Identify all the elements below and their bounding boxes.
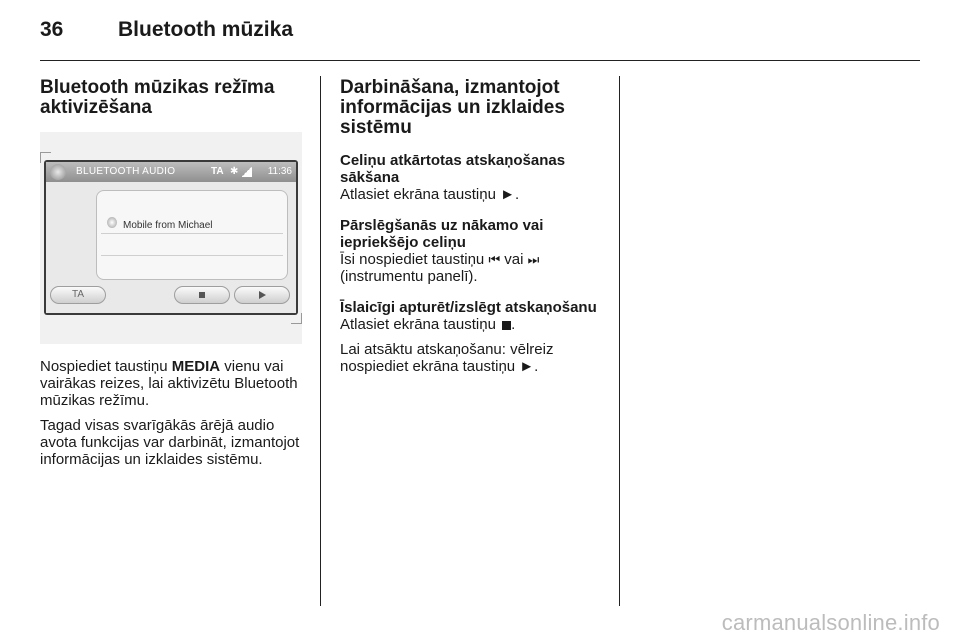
- text: .: [511, 316, 516, 333]
- phone-icon: [107, 217, 117, 228]
- status-bar: [46, 162, 296, 182]
- display-screen: [44, 160, 298, 315]
- paragraph: [340, 316, 602, 333]
- paragraph: [340, 251, 602, 285]
- device-name: Mobile from Michael: [123, 220, 213, 231]
- subsection-title: Pārslēgšanās uz nākamo vai iepriekšējo celiņu: [340, 217, 544, 251]
- text: Atlasiet ekrāna taustiņu: [340, 316, 496, 333]
- text: Nospiediet taustiņu: [40, 358, 172, 375]
- stop-icon: [502, 321, 511, 330]
- page-title: Bluetooth mūzika: [118, 18, 294, 41]
- paragraph: Atlasiet ekrāna taustiņu ►.: [340, 186, 520, 203]
- play-button: [234, 286, 290, 304]
- column-2: [340, 78, 602, 389]
- list-item: [101, 213, 283, 234]
- subsection-title: Īslaicīgi apturēt/izslēgt atskaņošanu: [340, 299, 597, 316]
- text: Īsi nospiediet taustiņu: [340, 251, 489, 268]
- subsection: [340, 152, 602, 203]
- subsection: [340, 217, 602, 285]
- next-track-icon: ⏭: [527, 252, 540, 267]
- status-ta: TA: [211, 166, 224, 177]
- signal-icon: [242, 166, 252, 177]
- previous-track-icon: ⏮: [488, 252, 501, 267]
- watermark: carmanualsonline.info: [721, 610, 940, 635]
- stop-icon: [199, 292, 205, 298]
- paragraph: Lai atsāktu atskaņošanu: vēlreiz nospiediet ekrāna taustiņu ►.: [340, 341, 554, 375]
- list-item: [101, 235, 283, 256]
- text: vai: [500, 251, 528, 268]
- section-heading: Bluetooth mūzikas režīma aktivizēšana: [40, 77, 275, 118]
- subsection-title: Celiņu atkārtotas atskaņošanas sākšana: [340, 152, 566, 186]
- column-divider: [619, 76, 620, 606]
- stop-button: [174, 286, 230, 304]
- status-title: BLUETOOTH AUDIO: [76, 166, 176, 177]
- bluetooth-icon: ✱: [230, 166, 239, 177]
- home-logo-icon: [50, 164, 66, 180]
- column-1: [40, 78, 302, 476]
- clock: 11:36: [267, 166, 292, 177]
- play-icon: [259, 291, 266, 299]
- screen-figure: [40, 132, 302, 344]
- header-rule: [40, 60, 920, 61]
- column-divider: [320, 76, 321, 606]
- text: vienu vai vairākas reizes, lai aktivizētu Bluetooth mūzikas režīmu.: [40, 358, 298, 409]
- page-number: 36: [40, 18, 64, 41]
- section-heading: Darbināšana, izmantojot informācijas un izklaides sistēmu: [340, 77, 565, 138]
- subsection: [340, 299, 602, 375]
- media-key-label: MEDIA: [171, 358, 221, 375]
- paragraph: Tagad visas svarīgākās ārējā audio avota funkcijas var darbināt, izmantojot informācijas un izklaides sistēmu.: [40, 417, 300, 468]
- ta-button: TA: [50, 286, 106, 304]
- paragraph: [40, 358, 302, 409]
- screen-body: [46, 182, 296, 313]
- text: (instrumentu panelī).: [340, 268, 478, 285]
- device-list: [96, 190, 288, 280]
